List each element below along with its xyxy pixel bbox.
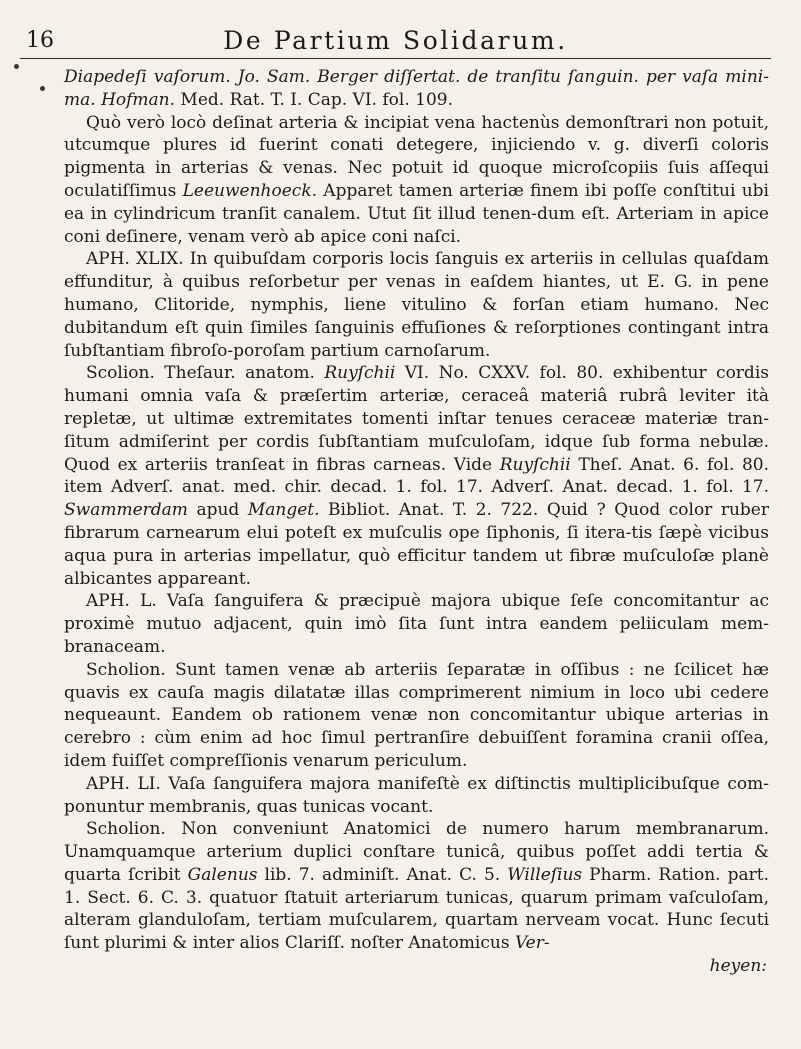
page-header <box>20 18 771 58</box>
text-run: VI. No. CXXV. fol. 80. exhibentur cordis humani omnia vaſa & præſertim arteriæ, ceraceâ materiâ rubrâ leviter ità repletæ, ut ultimæ extremitates tomenti inſtar tenues ceraceæ materiæ tran-ſitum admiſerint per cordis ſubſtantiam muſculoſam, idque ſub forma nebulæ. Quod ex arteriis tranſeat in fibras carneas. Vide <box>64 363 769 475</box>
italic-run: Manget. <box>247 500 320 521</box>
text-run: Theſ. Anat. 6. fol. 80. item Adverſ. anat. med. chir. decad. 1. fol. 17. Adverſ. Anat. decad. 1. fol. 17. <box>64 454 769 498</box>
paragraph-p4 <box>64 362 769 590</box>
running-title: De Partium Solidarum. <box>223 26 568 55</box>
paragraph-p2 <box>64 112 769 249</box>
italic-run: Ruyſchii <box>324 363 396 384</box>
italic-run: Leeuwenhoeck. <box>182 180 318 201</box>
italic-run: Ruyſchii <box>499 454 571 475</box>
text-run: APH. XLIX. In quibuſdam corporis locis ſanguis ex arteriis in cellulas quaſdam effunditur, à quibus reſorbetur per venas in eaſdem hiantes, ut E. G. in pene humano, Clitoride, nymphis, liene vitulino & forſan etiam humano. Nec dubitandum eſt quin ſimiles ſanguinis effuſiones & reſorptiones contingant intra ſubſtantiam fibroſo-poroſam partium carnoſarum. <box>64 249 769 361</box>
text-run: Scholion. Sunt tamen venæ ab arteriis ſeparatæ in oſſibus : ne ſcilicet hæ quavis ex cauſa magis dilatatæ illas comprimerent nimium in loco ubi cedere nequeaunt. Eandem ob rationem venæ non concomitantur ubique arterias in cerebro : cùm enim ad hoc ſimul pertranſire debuiſſent foramina cranii oſſea, idem fuiſſet compreſſionis venarum periculum. <box>64 659 769 771</box>
text-run: Bibliot. Anat. T. 2. 722. Quid ? Quod color ruber fibrarum carnearum elui poteſt ex muſculis ope ſiphonis, ſi itera-tis ſæpè vicibus aqua pura in arterias impellatur, quò efficitur tandem ut fibræ muſculoſæ planè albicantes appareant. <box>64 500 769 589</box>
header-rule <box>20 58 771 59</box>
catchword: heyen: <box>709 956 767 977</box>
paragraph-p3 <box>64 248 769 362</box>
italic-run: Galenus <box>187 864 258 885</box>
text-run: apud <box>187 500 248 521</box>
text-run: Quò verò locò deſinat arteria & incipiat vena hactenùs demonſtrari non potuit, utcumque plures id fuerint conati detegere, injiciendo v. g. diverſi coloris pigmenta in arterias & venas. Nec potuit id quoque microſcopiis ſuis aſſequi oculatiſſimus <box>64 112 769 201</box>
paragraph-p1 <box>64 66 769 112</box>
paragraph-p8 <box>64 818 769 955</box>
italic-run: Willeſius <box>507 864 583 885</box>
text-run: Med. Rat. T. I. Cap. VI. fol. 109. <box>175 89 453 110</box>
text-run: APH. LI. Vaſa ſanguifera majora manifeſtè ex diſtinctis multiplicibuſque com-ponuntur membranis, quas tunicas vocant. <box>64 773 769 817</box>
body-text <box>64 66 769 978</box>
text-run: Scholion. Non conveniunt Anatomici de numero harum membranarum. Unamquamque arterium duplici conſtare tunicâ, quibus poſſet addi tertia & quarta ſcribit <box>64 819 769 885</box>
text-run: Scolion. Theſaur. anatom. <box>86 363 325 384</box>
paragraph-p6 <box>64 659 769 773</box>
italic-run: Swammerdam <box>64 500 188 521</box>
text-run: Pharm. Ration. part. 1. Sect. 6. C. 3. quatuor ſtatuit arteriarum tunicas, quarum primam vaſculoſam, alteram glanduloſam, tertiam muſcularem, quartam nerveam vocat. Hunc ſecuti ſunt plurimi & inter alios Clariſſ. noſter Anatomicus <box>64 864 769 954</box>
page-number: 16 <box>26 28 54 53</box>
italic-run: Diapedeſi vaſorum. Jo. Sam. Berger diſſertat. de tranſitu ſanguin. per vaſa mini-ma. Hofman. <box>64 67 769 110</box>
text-run: lib. 7. adminiſt. Anat. C. 5. <box>257 864 508 885</box>
paragraph-p5 <box>64 590 769 658</box>
paragraph-p7 <box>64 773 769 819</box>
italic-run: Ver- <box>514 933 550 954</box>
margin-dot <box>14 64 19 69</box>
text-run: APH. L. Vaſa ſanguifera & præcipuè majora ubique ſeſe concomitantur ac proximè mutuo adjacent, quin imò ſita ſunt intra eandem peliiculam mem-branaceam. <box>64 591 769 657</box>
margin-dot <box>40 86 45 91</box>
text-run: Apparet tamen arteriæ finem ibi poſſe conſtitui ubi ea in cylindricum tranſit canalem. Utut ſit illud tenen-dum eſt. Arteriam in apice coni deſinere, venam verò ab apice coni naſci. <box>64 180 769 247</box>
